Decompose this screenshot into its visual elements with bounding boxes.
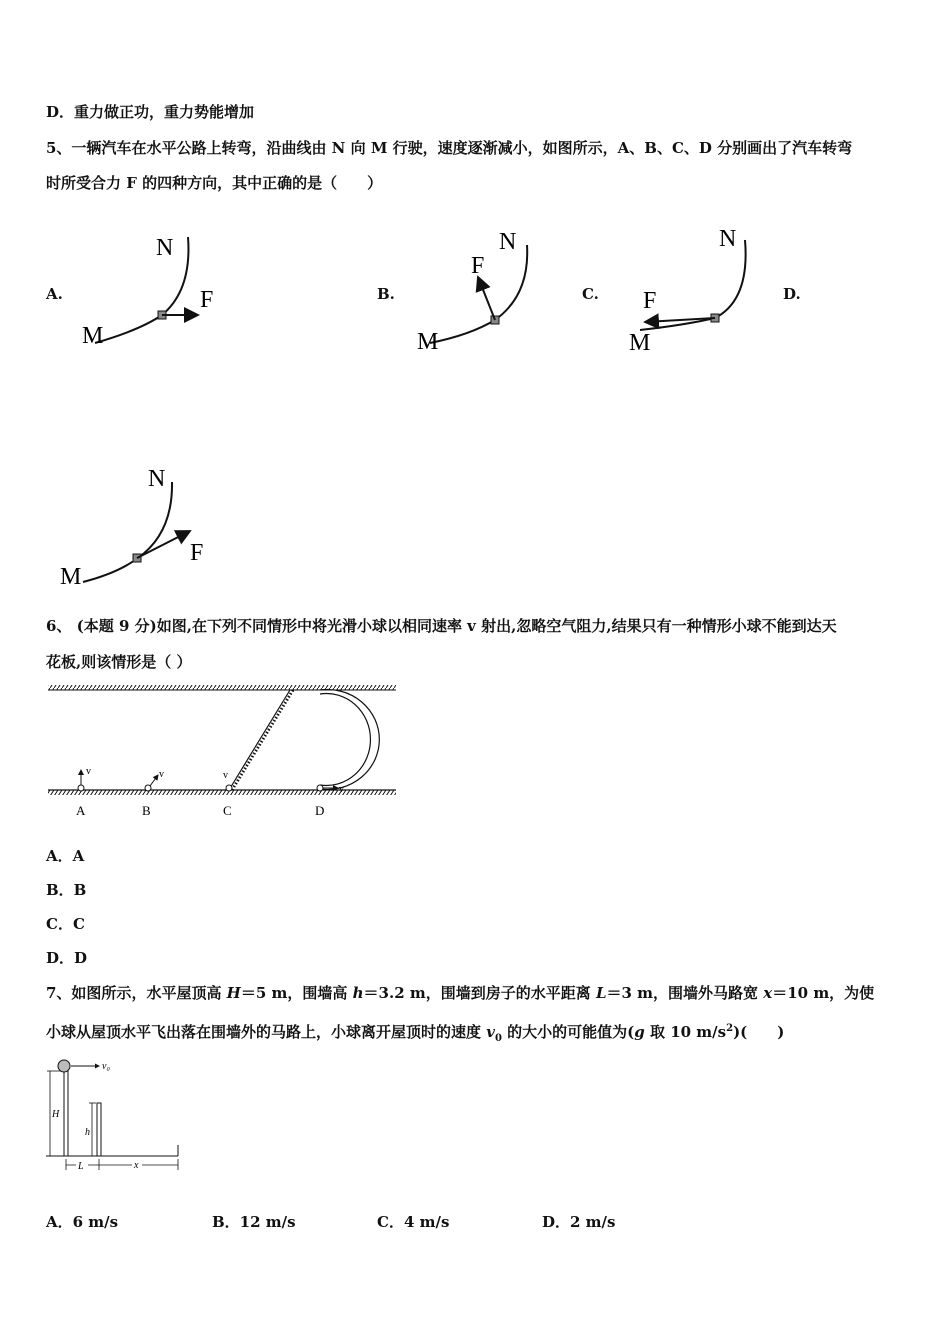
q5-b-f-label: F [471,253,485,279]
q7-option-c: C．4 m/s [377,1213,450,1231]
q5-label-b: B. [377,285,395,303]
q6-label-d: D [315,803,325,818]
q5-a-m-label: M [82,323,104,349]
q5-label-d: D. [783,285,801,303]
q7-fig-l: L [78,1161,84,1172]
q5-a-n-label: N [156,235,174,261]
q5-label-c: C. [582,285,599,303]
q7-fig-x: x [134,1160,139,1171]
q5-d-f-label: F [190,540,204,566]
q6-option-a: A．A [46,847,85,865]
q5-stem-line1: 5、一辆汽车在水平公路上转弯，沿曲线由 N 向 M 行驶，速度逐渐减小，如图所示，A、B、C、D 分别画出了汽车转弯 [46,139,853,157]
q6-option-c: C．C [46,915,85,933]
q6-label-a: A [76,803,86,818]
q4-option-d: D．重力做正功，重力势能增加 [46,103,255,121]
q5-figure-b [415,225,555,355]
q6-label-b: B [142,803,151,818]
q5-figure-d [58,458,218,593]
q5-c-m-label: M [629,330,651,356]
q6-v-b: v [159,769,164,780]
q5-d-m-label: M [60,564,82,590]
q7-figure [44,1055,184,1177]
q6-v-d: v [339,784,344,795]
q5-stem-line2: 时所受合力 F 的四种方向，其中正确的是（ ） [46,174,383,192]
q5-b-m-label: M [417,329,439,355]
q7-fig-v0: v₀ [102,1061,110,1072]
q6-label-c: C [223,803,232,818]
q6-option-b: B．B [46,881,87,899]
q5-a-f-label: F [200,287,214,313]
q6-stem-line2: 花板,则该情形是（ ） [46,653,192,671]
q7-stem-line2: 小球从屋顶水平飞出落在围墙外的马路上，小球离开屋顶时的速度 $v_0$ 的大小的可能值为(g 取 10 $m/s^2$)( ) [46,1023,785,1044]
q5-d-n-label: N [148,466,166,492]
q7-option-d: D．2 m/s [542,1213,616,1231]
q7-stem-line1: 7、如图所示，水平屋顶高 H＝5 m，围墙高 h＝3.2 m，围墙到房子的水平距离 L＝3 m，围墙外马路宽 x＝10 m，为使 [46,984,875,1002]
q5-label-a: A. [46,285,63,303]
q7-fig-h-small: h [85,1127,90,1138]
q5-c-f-label: F [643,288,657,314]
q7-option-a: A．6 m/s [46,1213,119,1231]
q6-figure [46,682,398,822]
q5-figure-c [625,220,765,355]
q6-option-d: D．D [46,949,88,967]
q6-stem-line1: 6、 (本题 9 分)如图,在下列不同情形中将光滑小球以相同速率 v 射出,忽略空气阻力,结果只有一种情形小球不能到达天 [46,617,837,635]
q5-c-n-label: N [719,226,737,252]
q6-v-c: v [223,770,228,781]
q7-option-b: B．12 m/s [212,1213,296,1231]
q5-b-n-label: N [499,229,517,255]
q6-v-a: v [86,766,91,777]
q5-figure-a [80,225,230,350]
q7-fig-h-big: H [52,1109,60,1120]
